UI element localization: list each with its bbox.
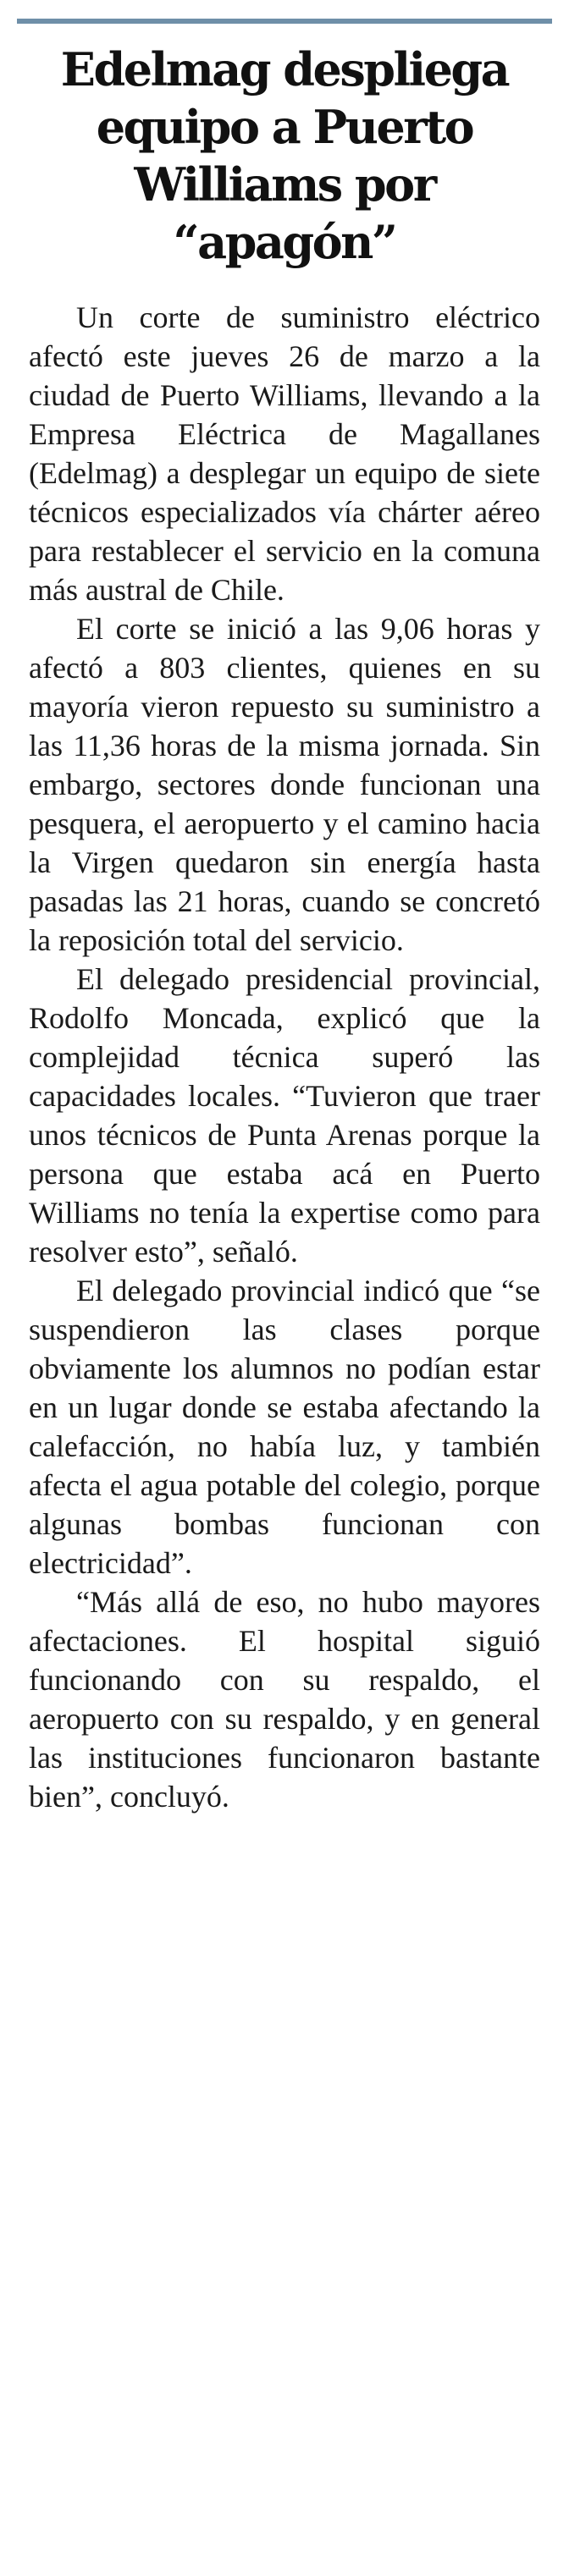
article-paragraph: El delegado provincial indicó que “se suspendieron las clases porque obviamente los alumnos no podían estar en un lugar donde se estaba afectando la calefacción, no había luz, y también afecta el agua potable del colegio, porque algunas bombas funcionan con electricidad”. [29, 1274, 540, 1580]
article-paragraph: El corte se inició a las 9,06 horas y afectó a 803 clientes, quienes en su mayoría vieron repuesto su suministro a las 11,36 horas de la misma jornada. Sin embargo, sectores donde funcionan una pesquera, el aeropuerto y el camino hacia la Virgen quedaron sin energía hasta pasadas las 21 horas, cuando se concretó la reposición total del servicio. [29, 612, 540, 957]
headline: Edelmag despliega equipo a Puerto Williams por “apagón” [60, 42, 509, 269]
article-body [29, 298, 540, 1816]
article-paragraph: El delegado presidencial provincial, Rodolfo Moncada, explicó que la complejidad técnica superó las capacidades locales. “Tuvieron que traer unos técnicos de Punta Arenas porque la persona que estaba acá en Puerto Williams no tenía la expertise como para resolver esto”, señaló. [29, 962, 540, 1269]
news-article [29, 41, 540, 1816]
top-rule [17, 19, 552, 24]
article-paragraph: “Más allá de eso, no hubo mayores afectaciones. El hospital siguió funcionando con su respaldo, el aeropuerto con su respaldo, y en general las instituciones funcionaron bastante bien”, concluyó. [29, 1585, 540, 1814]
article-paragraph: Un corte de suministro eléctrico afectó este jueves 26 de marzo a la ciudad de Puerto Williams, llevando a la Empresa Eléctrica de Magallanes (Edelmag) a desplegar un equipo de siete técnicos especializados vía chárter aéreo para restablecer el servicio en la comuna más austral de Chile. [29, 300, 540, 607]
